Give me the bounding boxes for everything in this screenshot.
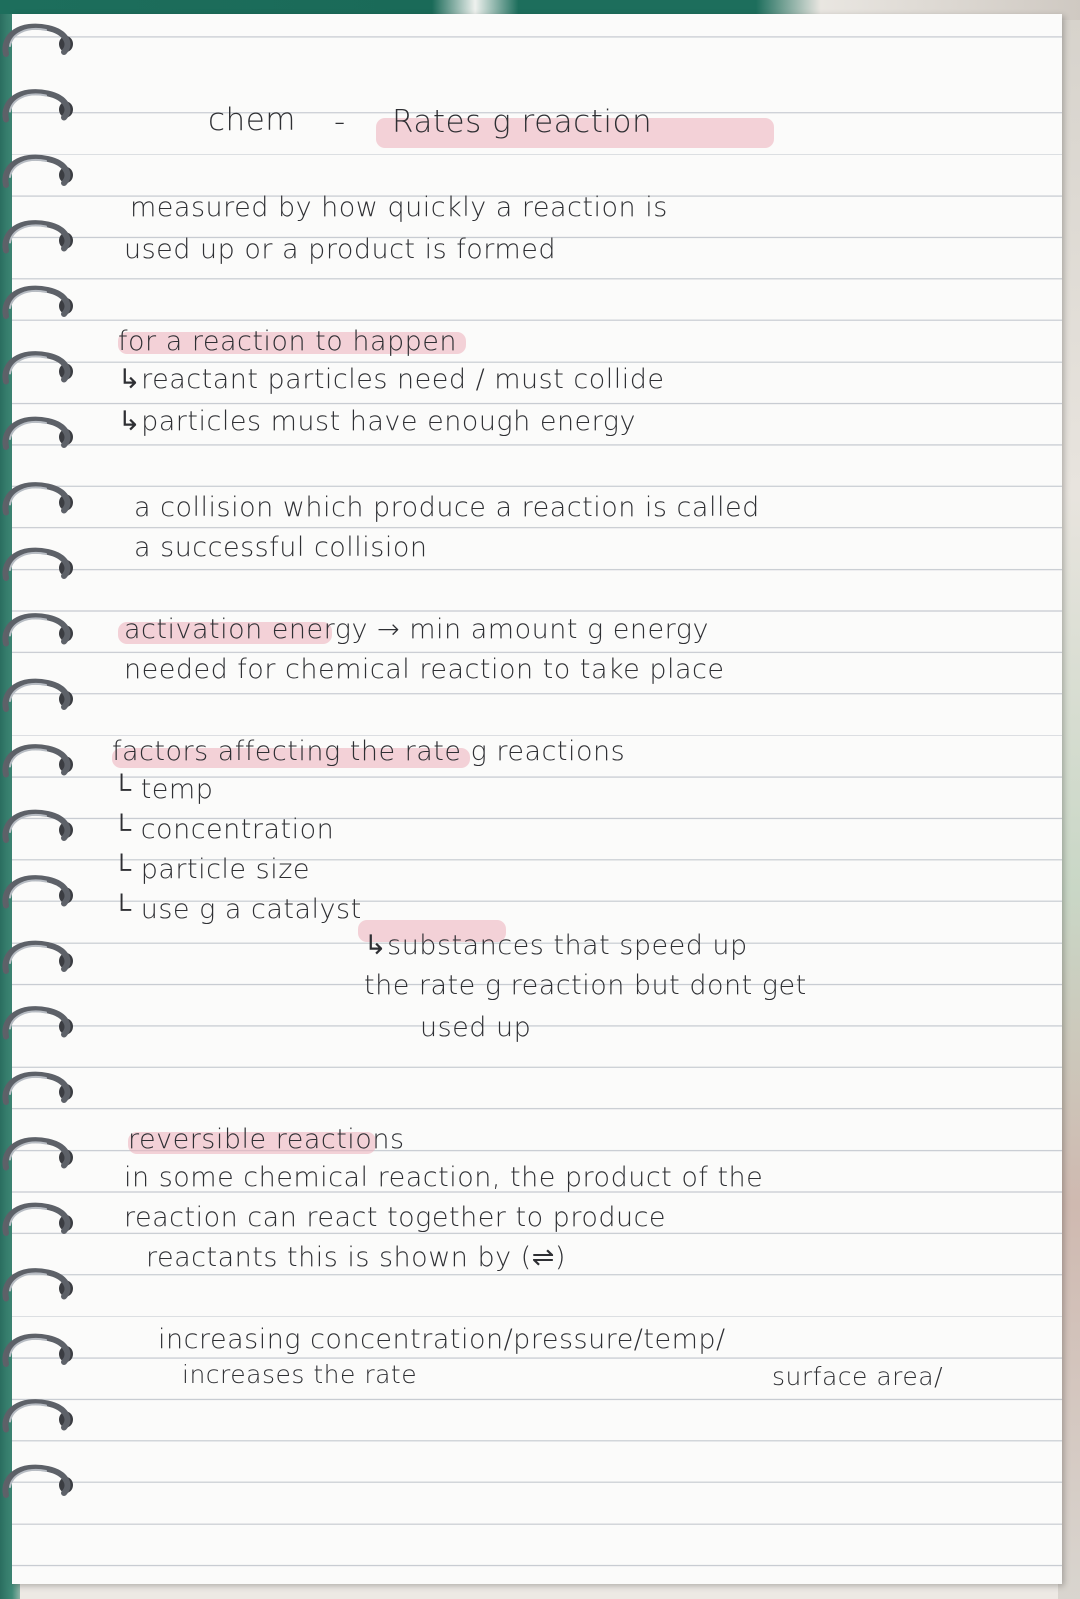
spiral-coil: [5, 747, 73, 774]
spiral-coil: [5, 1337, 73, 1364]
spiral-coil: [5, 92, 73, 119]
spiral-coil: [5, 1402, 73, 1429]
reversible-heading: reversible reactions: [128, 1124, 405, 1155]
spiral-coil: [5, 223, 73, 250]
spiral-coil: [5, 944, 73, 971]
spiral-coil: [5, 1009, 73, 1036]
reversible-line-2: reaction can react together to produce: [124, 1202, 667, 1233]
spiral-coil: [5, 1075, 73, 1102]
spiral-coil: [5, 878, 73, 905]
spiral-coil: [5, 158, 73, 185]
catalyst-note-2: the rate g reaction but dont get: [364, 970, 807, 1001]
spiral-coil: [5, 485, 73, 512]
definition-line-1: measured by how quickly a reaction is: [130, 192, 668, 223]
spiral-coil: [5, 1140, 73, 1167]
spiral-coil: [5, 27, 73, 54]
reversible-line-3: reactants this is shown by (⇌): [146, 1242, 566, 1273]
collision-line-2: a successful collision: [134, 532, 428, 563]
reversible-line-1: in some chemical reaction, the product of the: [124, 1162, 764, 1193]
summary-line-1: increasing concentration/pressure/temp/: [158, 1324, 726, 1355]
spiral-coil: [5, 682, 73, 709]
spiral-coil: [5, 813, 73, 840]
notebook-page: [12, 14, 1062, 1584]
spiral-binding: [0, 0, 90, 1599]
spiral-coil: [5, 616, 73, 643]
spiral-coil: [5, 551, 73, 578]
activation-energy-line-1: activation energy → min amount g energy: [124, 614, 709, 645]
activation-energy-line-2: needed for chemical reaction to take place: [124, 654, 725, 685]
spiral-coil: [5, 1468, 73, 1495]
summary-side: surface area/: [772, 1362, 944, 1391]
factor-temp: └ temp: [112, 774, 214, 805]
factor-catalyst: └ use g a catalyst: [112, 894, 362, 925]
spiral-coil: [5, 289, 73, 316]
conditions-point-2: ↳particles must have enough energy: [118, 406, 636, 437]
definition-line-2: used up or a product is formed: [124, 234, 556, 265]
summary-line-2: increases the rate: [182, 1360, 418, 1389]
spiral-coil: [5, 1271, 73, 1298]
spiral-coil: [5, 1206, 73, 1233]
title-topic: Rates g reaction: [392, 104, 653, 140]
title-subject: chem: [208, 102, 296, 138]
factor-particle-size: └ particle size: [112, 854, 310, 885]
factors-heading: factors affecting the rate g reactions: [112, 736, 626, 767]
catalyst-note-3: used up: [420, 1012, 532, 1043]
title-dash: -: [334, 104, 346, 140]
spiral-coil: [5, 420, 73, 447]
spiral-coil: [5, 354, 73, 381]
factor-concentration: └ concentration: [112, 814, 335, 845]
conditions-heading: for a reaction to happen: [118, 326, 457, 357]
conditions-point-1: ↳reactant particles need / must collide: [118, 364, 665, 395]
catalyst-note-1: ↳substances that speed up: [364, 930, 748, 961]
collision-line-1: a collision which produce a reaction is called: [134, 492, 760, 523]
